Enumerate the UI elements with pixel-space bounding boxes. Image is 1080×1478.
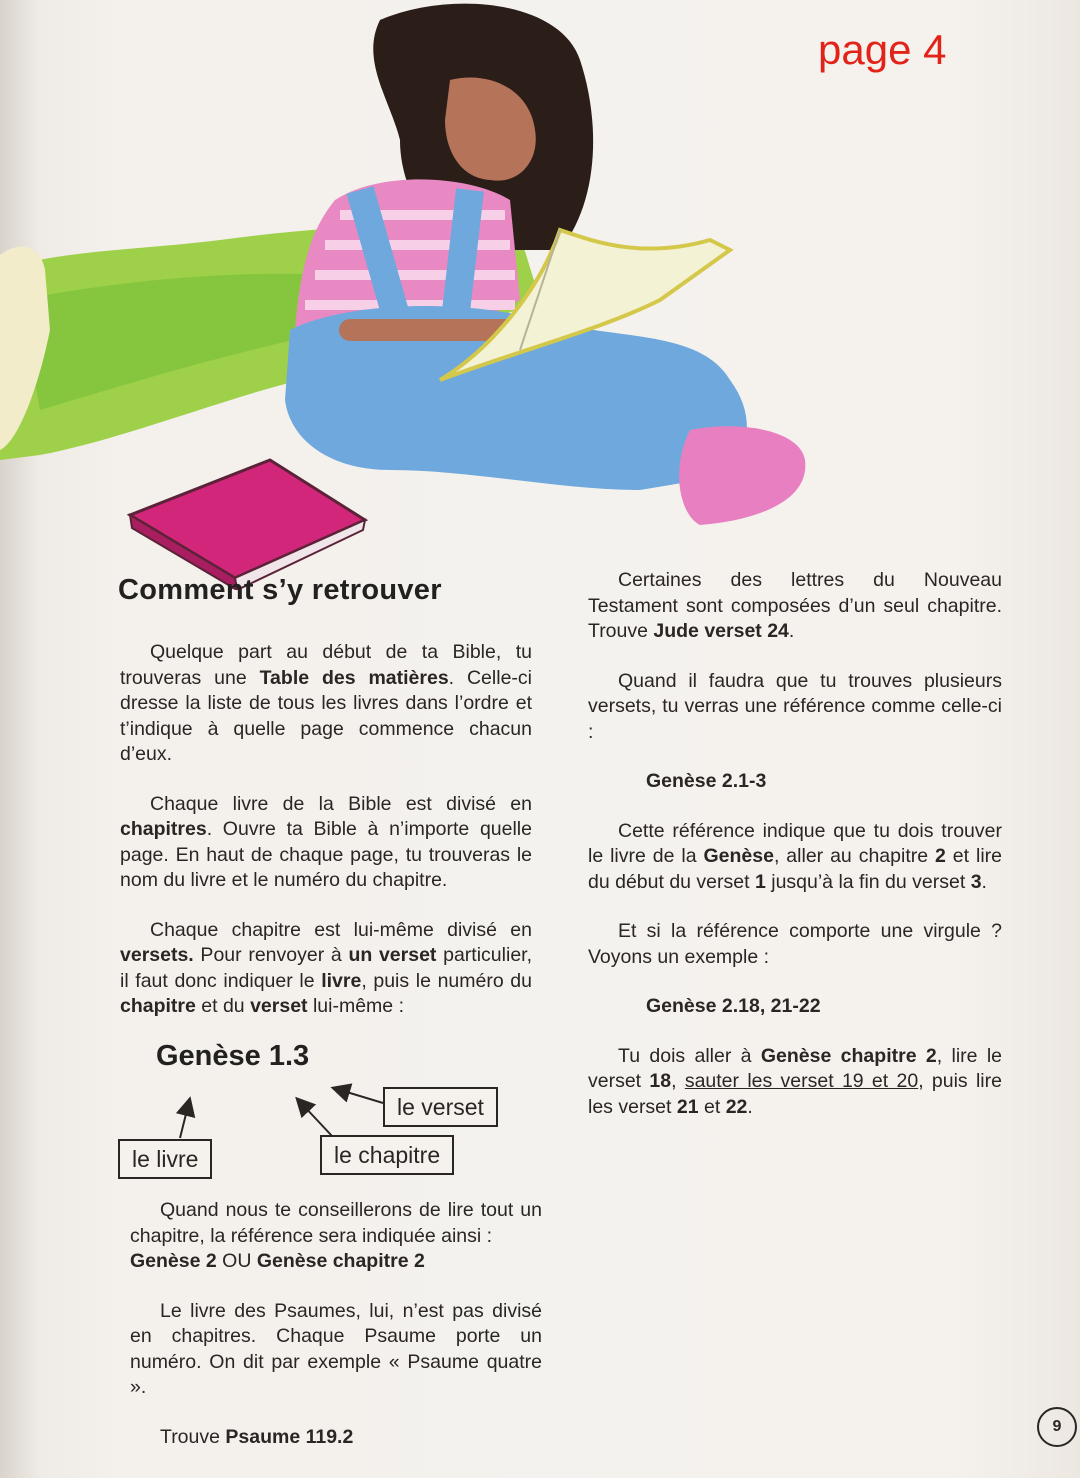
reference-range: Genèse 2.1-3 bbox=[646, 770, 767, 792]
section-title: Comment s’y retrouver bbox=[118, 574, 442, 606]
paragraph-range-explanation: Cette référence indique que tu dois trouver le livre de la Genèse, aller au chapitre 2 et lire du début du verset 1 jusqu’à la fin du verset 3. bbox=[588, 819, 1002, 893]
paragraph-comma: Et si la référence comporte une virgule ? Voyons un exemple : bbox=[588, 920, 1002, 968]
left-column-lower bbox=[130, 1198, 542, 1474]
page-label: page 4 bbox=[818, 26, 947, 73]
girl-reading-illustration bbox=[0, 0, 1080, 590]
label-book: le livre bbox=[118, 1139, 212, 1179]
reference-example: Genèse 1.3 bbox=[156, 1040, 310, 1072]
label-verse: le verset bbox=[383, 1087, 498, 1127]
paragraph-chapters: Chaque livre de la Bible est divisé en chapitres. Ouvre ta Bible à n’importe quelle page. En haut de chaque page, tu trouveras le nom du livre et le numéro du chapitre. bbox=[120, 792, 532, 891]
paragraph-whole-chapter-example: Genèse 2 OU Genèse chapitre 2 bbox=[130, 1250, 425, 1272]
paragraph-whole-chapter: Quand nous te conseillerons de lire tout un chapitre, la référence sera indiquée ainsi : bbox=[130, 1199, 542, 1247]
left-column bbox=[120, 640, 532, 1044]
paragraph-find-psalm: Trouve Psaume 119.2 bbox=[160, 1425, 354, 1448]
paragraph-single-chapter: Certaines des lettres du Nouveau Testament sont composées d’un seul chapitre. Trouve Jude verset 24. bbox=[588, 569, 1002, 642]
paragraph-psalms: Le livre des Psaumes, lui, n’est pas divisé en chapitres. Chaque Psaume porte un numéro. On dit par exemple « Psaume quatre ». bbox=[130, 1299, 542, 1398]
paragraph-table-of-contents: Quelque part au début de ta Bible, tu trouveras une Table des matières. Celle-ci dresse la liste de tous les livres dans l’ordre et t’indique à quelle page commence chacun d’eux. bbox=[120, 641, 532, 765]
paragraph-multiple-verses: Quand il faudra que tu trouves plusieurs versets, tu verras une référence comme celle-ci : bbox=[588, 669, 1002, 743]
right-column bbox=[588, 568, 1002, 1144]
label-chapter: le chapitre bbox=[320, 1135, 454, 1175]
page-number: 9 bbox=[1037, 1407, 1077, 1447]
reference-comma: Genèse 2.18, 21-22 bbox=[646, 995, 821, 1017]
paragraph-comma-explanation: Tu dois aller à Genèse chapitre 2, lire le verset 18, sauter les verset 19 et 20, puis lire les verset 21 et 22. bbox=[588, 1044, 1003, 1118]
paragraph-verses: Chaque chapitre est lui-même divisé en versets. Pour renvoyer à un verset particulier, il faut donc indiquer le livre, puis le numéro du chapitre et du verset lui-même : bbox=[120, 918, 532, 1017]
